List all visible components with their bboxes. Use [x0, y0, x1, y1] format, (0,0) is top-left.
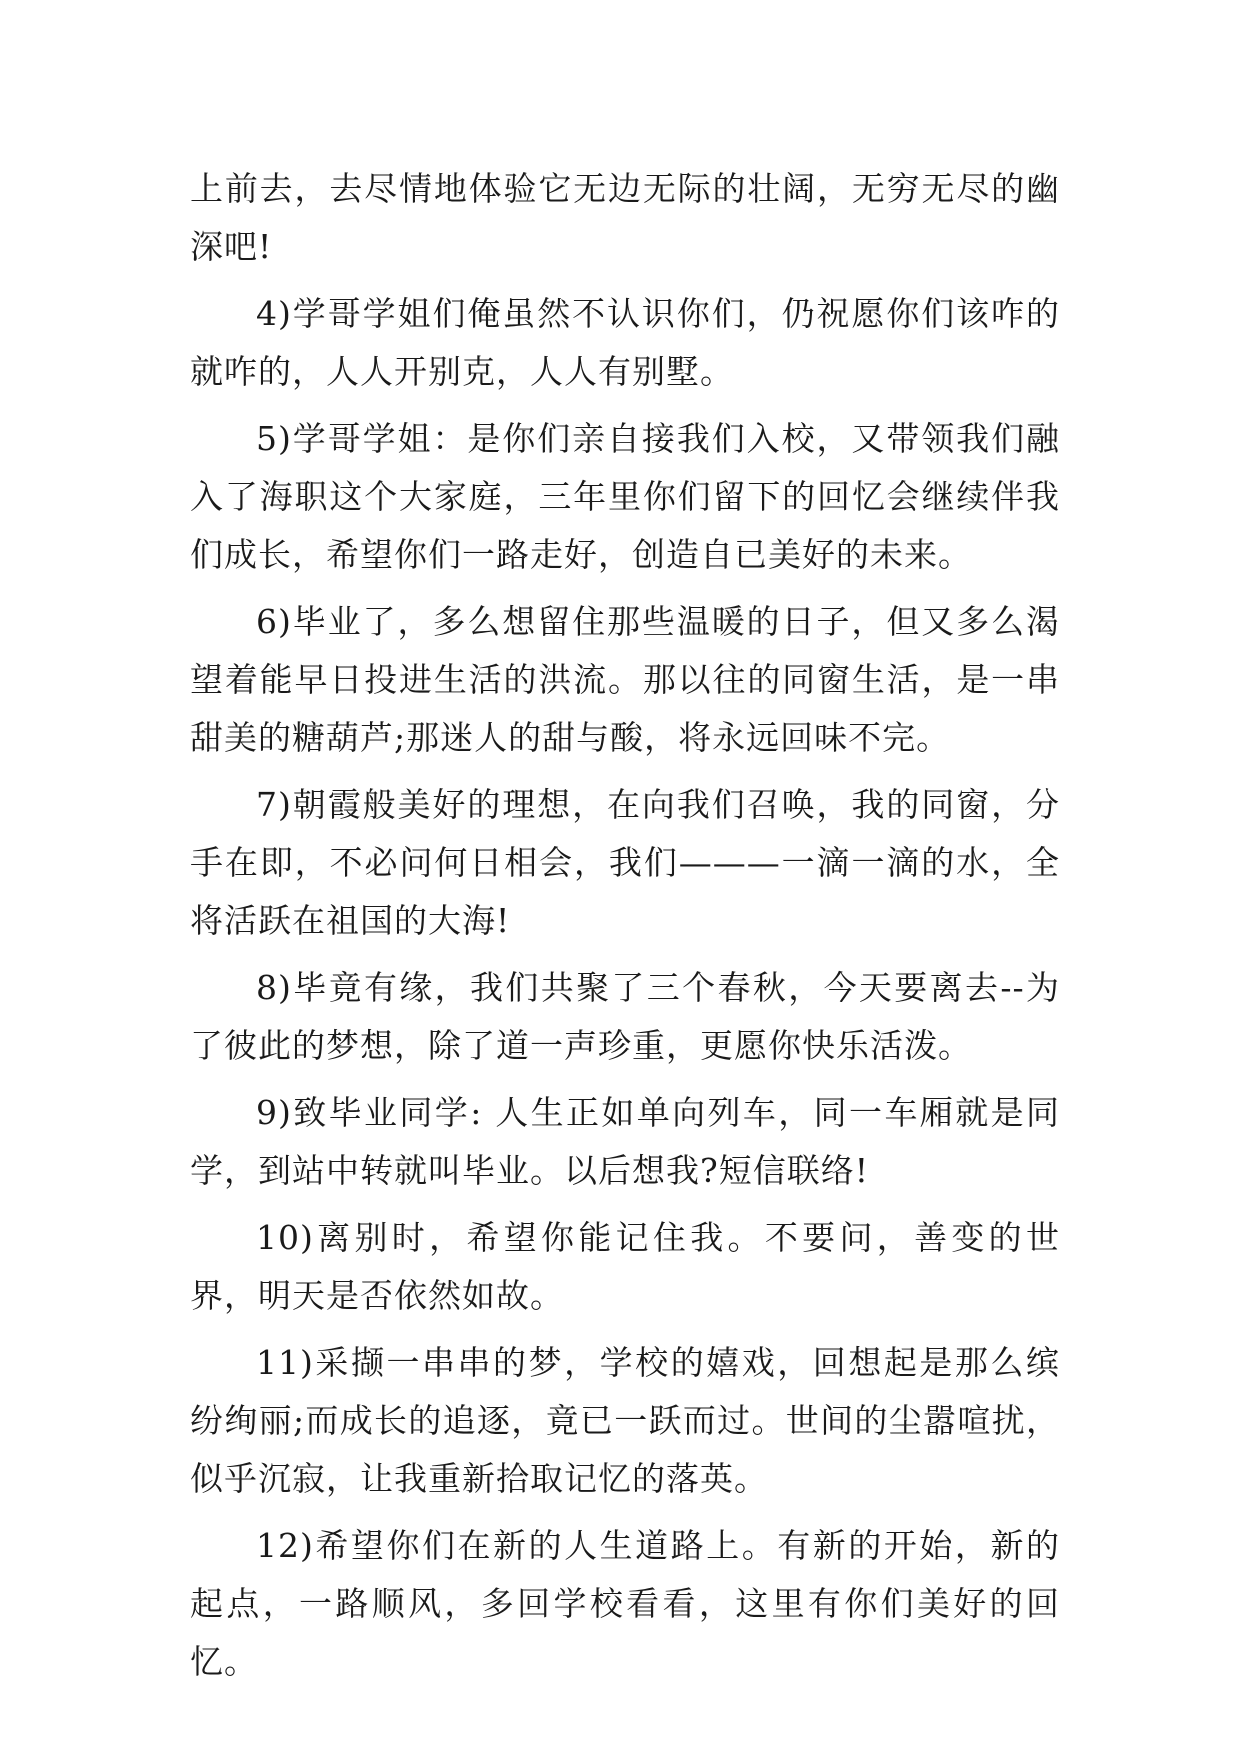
- paragraph-item-7: 7)朝霞般美好的理想，在向我们召唤，我的同窗，分手在即，不必问何日相会，我们———一滴一滴的水，全将活跃在祖国的大海!: [190, 785, 1060, 940]
- paragraph-item-4: 4)学哥学姐们俺虽然不认识你们，仍祝愿你们该咋的就咋的，人人开别克，人人有别墅。: [190, 294, 1060, 391]
- paragraph-item-10: 10)离别时，希望你能记住我。不要问，善变的世界，明天是否依然如故。: [190, 1218, 1060, 1315]
- paragraph-item-9: 9)致毕业同学: 人生正如单向列车，同一车厢就是同学，到站中转就叫毕业。以后想我?短信联络!: [190, 1093, 1060, 1190]
- paragraph-item-5: 5)学哥学姐：是你们亲自接我们入校，又带领我们融入了海职这个大家庭，三年里你们留下的回忆会继续伴我们成长，希望你们一路走好，创造自已美好的未来。: [190, 419, 1060, 574]
- paragraph-item-12: 12)希望你们在新的人生道路上。有新的开始，新的起点，一路顺风，多回学校看看，这里有你们美好的回忆。: [190, 1526, 1060, 1681]
- paragraph-item-8: 8)毕竟有缘，我们共聚了三个春秋，今天要离去--为了彼此的梦想，除了道一声珍重，更愿你快乐活泼。: [190, 968, 1060, 1065]
- paragraph-item-11: 11)采撷一串串的梦，学校的嬉戏，回想起是那么缤纷绚丽;而成长的追逐，竟已一跃而过。世间的尘嚣喧扰，似乎沉寂，让我重新拾取记忆的落英。: [190, 1343, 1060, 1498]
- document-body: [190, 160, 1060, 1700]
- paragraph-continuation: 上前去，去尽情地体验它无边无际的壮阔，无穷无尽的幽深吧!: [190, 169, 1060, 266]
- paragraph-item-6: 6)毕业了，多么想留住那些温暖的日子，但又多么渴望着能早日投进生活的洪流。那以往的同窗生活，是一串甜美的糖葫芦;那迷人的甜与酸，将永远回味不完。: [190, 602, 1060, 757]
